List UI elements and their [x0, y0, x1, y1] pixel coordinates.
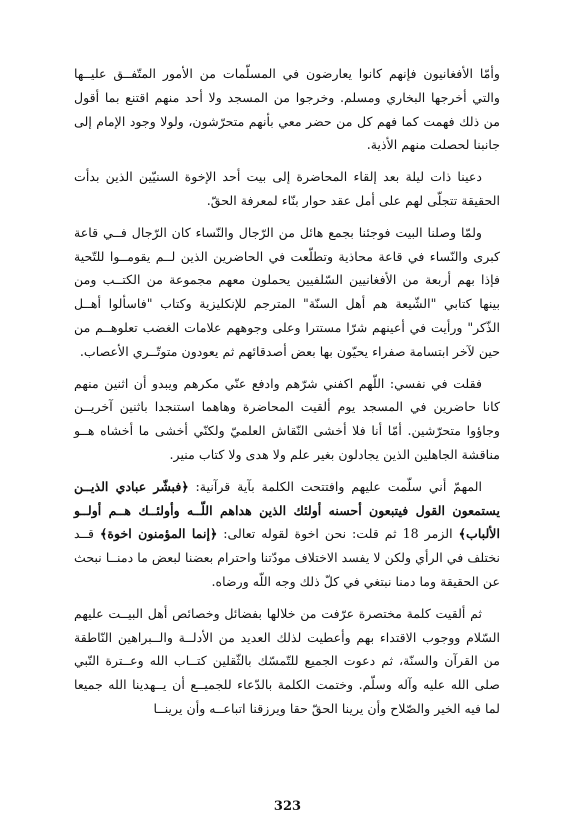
paragraph-2: دعينا ذات ليلة بعد إلقاء المحاضرة إلى بيت أحد الإخوة السنيّين الذين بدأت الحقيقة تتجلّى لهم على أمل عقد حوار بنّاء لمعرفة الحقّ. — [74, 169, 500, 208]
paragraph-5-intro: المهمّ أني سلّمت عليهم وافتتحت الكلمة بآية قرآنية: — [188, 478, 482, 494]
paragraph-3: ولمّا وصلنا البيت فوجئنا بجمع هائل من الرّجال والنّساء كان الرّجال فــي قاعة كبرى والنّساء في قاعة محاذية وتطلّعت في الحاضرين الذين لــم يقومــوا للتّحية فإذا بهم أربعة من الأفغانيين السّلفيين يحملون معهم مجموعة من الكتــب ومن بينها كتابي "الشّيعة هم أهل السنّة" المترجم للإنكليزية وكتاب "فاسألوا أهــل الذّكر" ورأيت في أعينهم شرّا مستترا وعلى وجوههم علامات الغضب تعلوهــم من حين لآخر ابتسامة صفراء يحيّون بها بعض أصدقائهم ثم يعودون متوتّــري الأعصاب. — [74, 224, 500, 359]
quran-verse-1: ﴿فبشّر عبادي الذيــن يستمعون القول فيتبعون أحسنه أولئك الذين هداهم اللّــه وأولئــك هــم أولــو الألباب﴾ — [74, 478, 500, 542]
paragraph-1: وأمّا الأفغانيون فإنهم كانوا يعارضون في المسلّمات من الأمور المتّفــق عليــها والتي أخرجها البخاري ومسلم. وخرجوا من المسجد ولا أحد منهم اقتنع بما أقول من ذلك فهمت كما فهم كل من حضر معي بأنهم متحرّشون، ولولا وجود الإمام إلى جانبنا لحصلت منهم الأذية. — [74, 66, 500, 153]
paragraph-5-middle: الزمر 18 ثم قلت: نحن اخوة لقوله تعالى: — [217, 526, 459, 542]
quran-verse-2: ﴿إنما المؤمنون اخوة﴾ — [99, 526, 218, 542]
body-text — [74, 62, 500, 721]
paragraph-5 — [74, 475, 500, 594]
paragraph-6: ثم ألقيت كلمة مختصرة عرّفت من خلالها بفضائل وخصائص أهل البيــت عليهم السّلام ووجوب الاقتداء بهم وأعطيت لذلك العديد من الأدلــة والــبراهين النّاطقة من القرآن والسنّة، ثم دعوت الجميع للتّمسّك بالثّقلين كتــاب الله وعــترة النّبي صلى الله عليه وآله وسلّم. وختمت الكلمة بالدّعاء للجميــع أن يــهدينا الله جميعا لما فيه الخير والصّلاح وأن يرينا الحقّ حقا ويرزقنا اتباعــه وأن يرينــا — [74, 605, 500, 716]
paragraph-4: فقلت في نفسي: اللّهم اكفني شرّهم وادفع عنّي مكرهم ويبدو أن اثنين منهم كانا حاضرين في المسجد يوم ألقيت المحاضرة وهاهما استنجدا باثنين آخريــن وجاؤوا متحرّشين. أمّا أنا فلا أخشى النّقاش العلميّ ولكنّي أخشى ما أخشاه هــو مناقشة الجاهلين الذين يجادلون بغير علم ولا هدى ولا كتاب منير. — [74, 375, 500, 462]
paragraph-5-end: قــد نختلف في الرأي ولكن لا يفسد الاختلاف مودّتنا واحترام بعضنا لبعض ما دمنــا نبحث عن الحقيقة وما دمنا نبتغي في كلّ ذلك وجه اللّه ورضاه. — [74, 526, 500, 589]
page-number: 323 — [273, 799, 302, 814]
